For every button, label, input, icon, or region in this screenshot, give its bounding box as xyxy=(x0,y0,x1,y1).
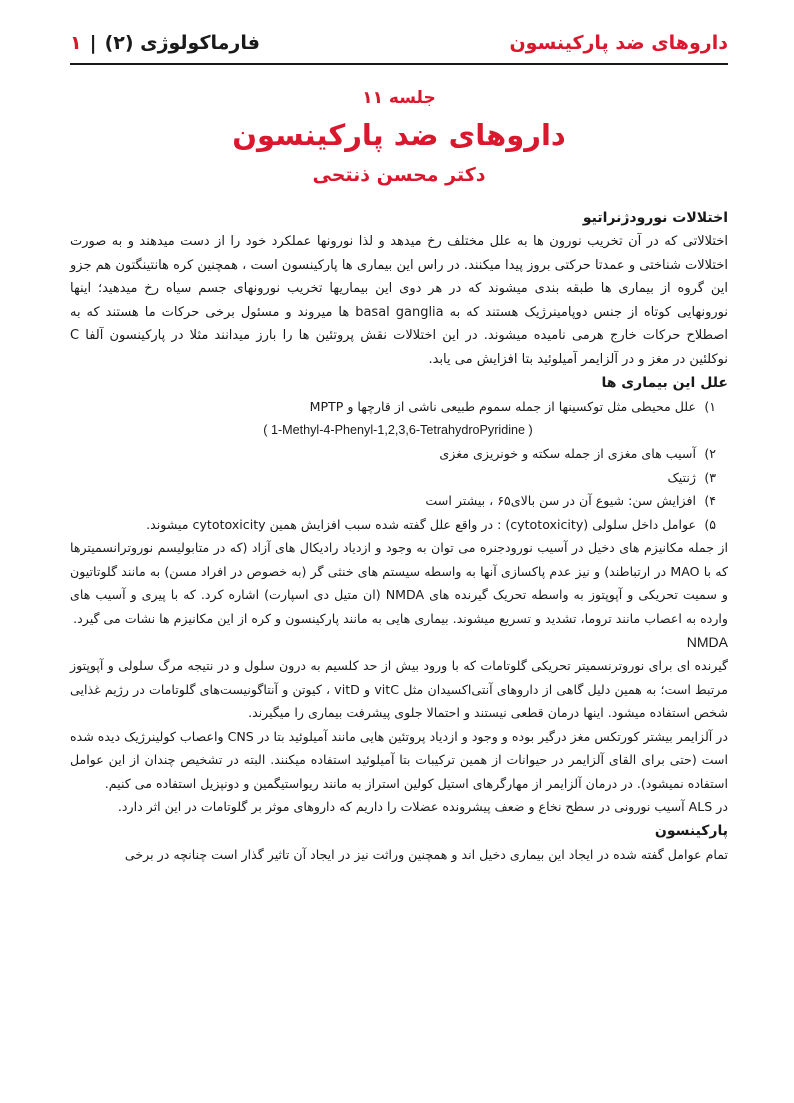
list-item xyxy=(70,489,716,513)
list-item-text: ژنتیک xyxy=(667,469,696,485)
list-item xyxy=(70,513,716,537)
paragraph-neurodegenerative: اختلالاتی که در آن تخریب نورون ها به علل مختلف رخ میدهد و لذا نورونها عملکرد خود را از دست میدهند و به صورت اختلالات شناختی و عمدتا حرکتی بروز پیدا میکنند. در راس این بیماری ها پارکینسون است ، همچنین کره هانتینگتون هم جزو این گروه از بیماری ها طبقه بندی میشوند که در هر دوی این بیماریها تخریب نورونهای جسم سیاه رخ میدهید؛ اینها نورونهایی کوتاه از جنس دوپامینرژیک هستند که به basal ganglia ها میروند و مسئول برخی حرکات ما هستند که به اصطلاح حرکات خارج هرمی نامیده میشوند. در این اختلالات نقش پروتئین ها را بارز میدانند مثلا در پارکینسون آلفا C نوکلئین در مغز و در آلزایمر آمیلوئید بتا افزایش می یابد. xyxy=(70,234,728,367)
paragraph-als: در ALS آسیب نورونی در سطح نخاع و ضعف پیشرونده عضلات را داریم که داروهای موثر بر گلوتامات در این اثر دارد. xyxy=(117,799,728,814)
header-course-title: فارماکولوژی (۲) xyxy=(104,32,260,54)
list-item-continuation: ( 1-Methyl-4-Phenyl-1,2,3,6-TetrahydroPyridine ) xyxy=(263,422,533,437)
list-item xyxy=(70,395,716,442)
list-item xyxy=(70,442,716,466)
page-title: داروهای ضد پارکینسون xyxy=(232,118,566,152)
section-heading-parkinson: پارکینسون xyxy=(654,822,728,839)
list-item-number: ۴) xyxy=(704,493,716,508)
header-chapter-title: داروهای ضد پارکینسون xyxy=(509,32,728,54)
list-item-text: افزایش سن: شیوع آن در سن بالای۶۵ ، بیشتر است xyxy=(425,493,696,508)
header-course xyxy=(70,32,260,54)
causes-list xyxy=(70,395,728,536)
list-item xyxy=(70,466,716,490)
main-content xyxy=(70,206,728,866)
list-item-text: علل محیطی مثل توکسینها از جمله سموم طبیعی ناشی از قارچها و MPTP xyxy=(309,399,696,414)
list-item-text: عوامل داخل سلولی (cytotoxicity) : در واقع علل گفته شده سبب افزایش همین cytotoxicity میشوند. xyxy=(146,516,696,532)
list-item-text: آسیب های مغزی از جمله سکته و خونریزی مغزی xyxy=(439,446,696,461)
list-item-number: ۱) xyxy=(704,399,716,414)
title-block xyxy=(70,86,728,190)
paragraph-nmda: گیرنده ای برای نوروترنسمیتر تحریکی گلوتامات که با ورود بیش از حد کلسیم به درون سلول و در نتیجه مرگ سلولی و آپوپتوز مرتبط است؛ به همین دلیل گاهی از داروهای آنتی‌اکسیدان مثل vitC و vitD ، کیوتن و آنتاگونیست‌های گلوتامات در رژیم غذایی شخص استفاده میشود. اینها درمان قطعی نیستند و احتمالا جلوی پیشرفت بیماری را میگیرند. xyxy=(70,658,728,720)
header-separator: | xyxy=(89,32,97,54)
header-divider xyxy=(70,63,728,65)
section-heading-causes: علل این بیماری ها xyxy=(601,375,728,391)
paragraph-mechanisms: از جمله مکانیزم های دخیل در آسیب نورودجنره می توان به وجود و ازدیاد رادیکال های آزاد (که در متابولیسم نوروترانسمیترها که با MAO در ارتباطند) و نیز عدم پاکسازی آنها به واسطه سیستم های خنثی گر (به خصوص در افراد مسن) به مانند گلوتاتیون و سمیت تحریکی و آپوپتوز به واسطه تحریک گیرنده های NMDA (ان متیل دی اسپارت) اشاره کرد. که با پیری و آسیب های وارده به اعصاب مانند تروما، تشدید و تسریع میشوند. بیماری هایی به مانند پارکینسون و کره از این مکانیزم ها نشات می گیرد. xyxy=(70,540,728,626)
paragraph-alzheimer: در آلزایمر بیشتر کورتکس مغز درگیر بوده و وجود و ازدیاد پروتئین هایی مانند آمیلوئید بتا در CNS واعصاب کولینرژیک دیده شده است (حتی برای القای آلزایمر در حیوانات از همین ترکیبات بتا آمیلوئید استفاده میکنند. البته در تشخیص چندان از این عوامل استفاده نمیشود). در درمان آلزایمر از مهارگرهای استیل کولین استراز به مانند ریواستیگمین و دونپزیل استفاده می کنیم. xyxy=(70,728,728,791)
list-item-number: ۲) xyxy=(704,446,716,461)
session-label: جلسه ۱۱ xyxy=(362,88,436,108)
section-heading-neurodegenerative: اختلالات نورودژنراتیو xyxy=(582,210,728,226)
paragraph-parkinson: تمام عوامل گفته شده در ایجاد این بیماری دخیل اند و همچنین وراثت نیز در ایجاد آن تاثیر گذار است چنانچه در برخی xyxy=(124,846,728,862)
page-number: ۱ xyxy=(70,32,82,54)
page-header xyxy=(70,28,728,58)
list-item-number: ۵) xyxy=(704,516,716,532)
author-name: دکتر محسن ذنتحی xyxy=(312,164,486,186)
section-heading-nmda: NMDA xyxy=(686,634,728,650)
list-item-number: ۳) xyxy=(704,469,716,485)
